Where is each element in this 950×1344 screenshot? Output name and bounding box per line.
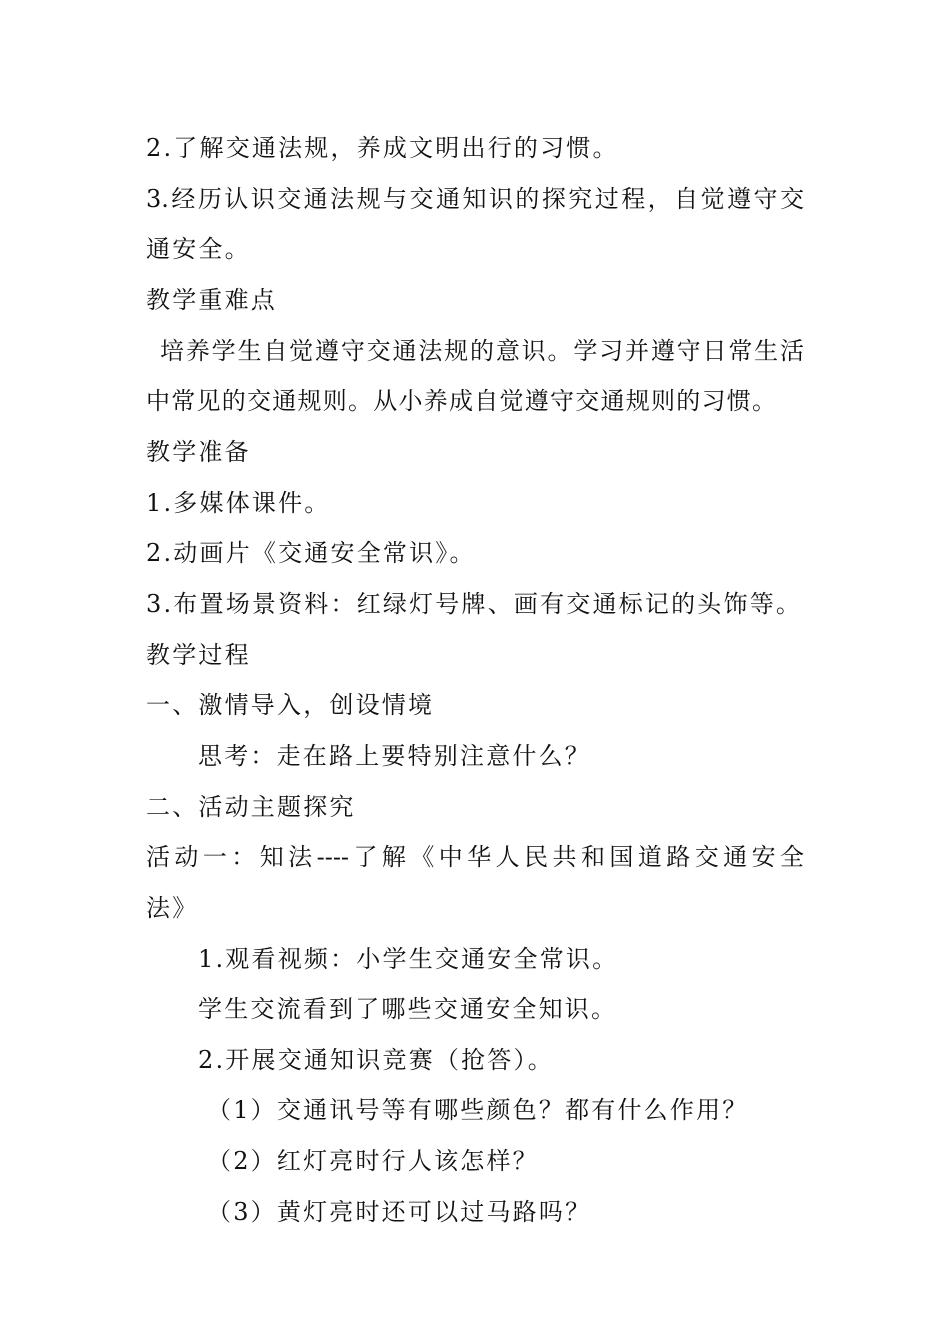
step-1-note: 学生交流看到了哪些交通安全知识。: [198, 995, 618, 1023]
preparation-item-1: 1.多媒体课件。: [146, 489, 331, 517]
process-part-1-title: 一、激情导入，创设情境: [146, 691, 435, 719]
activity-1-line-1: 活动一：知法----了解《中华人民共和国道路交通安全: [146, 843, 804, 871]
question-1: （1）交通讯号等有哪些颜色？都有什么作用？: [207, 1096, 749, 1124]
preparation-item-3: 3.布置场景资料：红绿灯号牌、画有交通标记的头饰等。: [146, 590, 803, 618]
key-points-line-1: 培养学生自觉遵守交通法规的意识。学习并遵守日常生活: [160, 337, 804, 365]
step-2: 2.开展交通知识竞赛（抢答）。: [198, 1046, 554, 1074]
process-heading: 教学过程: [146, 641, 251, 669]
objective-item-3-line-1: 3.经历认识交通法规与交通知识的探究过程，自觉遵守交: [146, 185, 804, 213]
question-2: （2）红灯亮时行人该怎样？: [207, 1147, 539, 1175]
step-1: 1.观看视频：小学生交通安全常识。: [198, 945, 619, 973]
process-part-1-think: 思考：走在路上要特别注意什么？: [198, 742, 591, 770]
activity-1-line-2: 法》: [146, 894, 199, 922]
key-points-heading: 教学重难点: [146, 286, 277, 314]
key-points-line-2: 中常见的交通规则。从小养成自觉遵守交通规则的习惯。: [146, 387, 776, 415]
question-3: （3）黄灯亮时还可以过马路吗？: [207, 1198, 592, 1226]
process-part-2-title: 二、活动主题探究: [146, 793, 356, 821]
preparation-item-2: 2.动画片《交通安全常识》。: [146, 539, 476, 567]
preparation-heading: 教学准备: [146, 438, 251, 466]
objective-item-3-line-2: 通安全。: [146, 235, 251, 263]
objective-item-2: 2.了解交通法规，养成文明出行的习惯。: [146, 134, 619, 162]
